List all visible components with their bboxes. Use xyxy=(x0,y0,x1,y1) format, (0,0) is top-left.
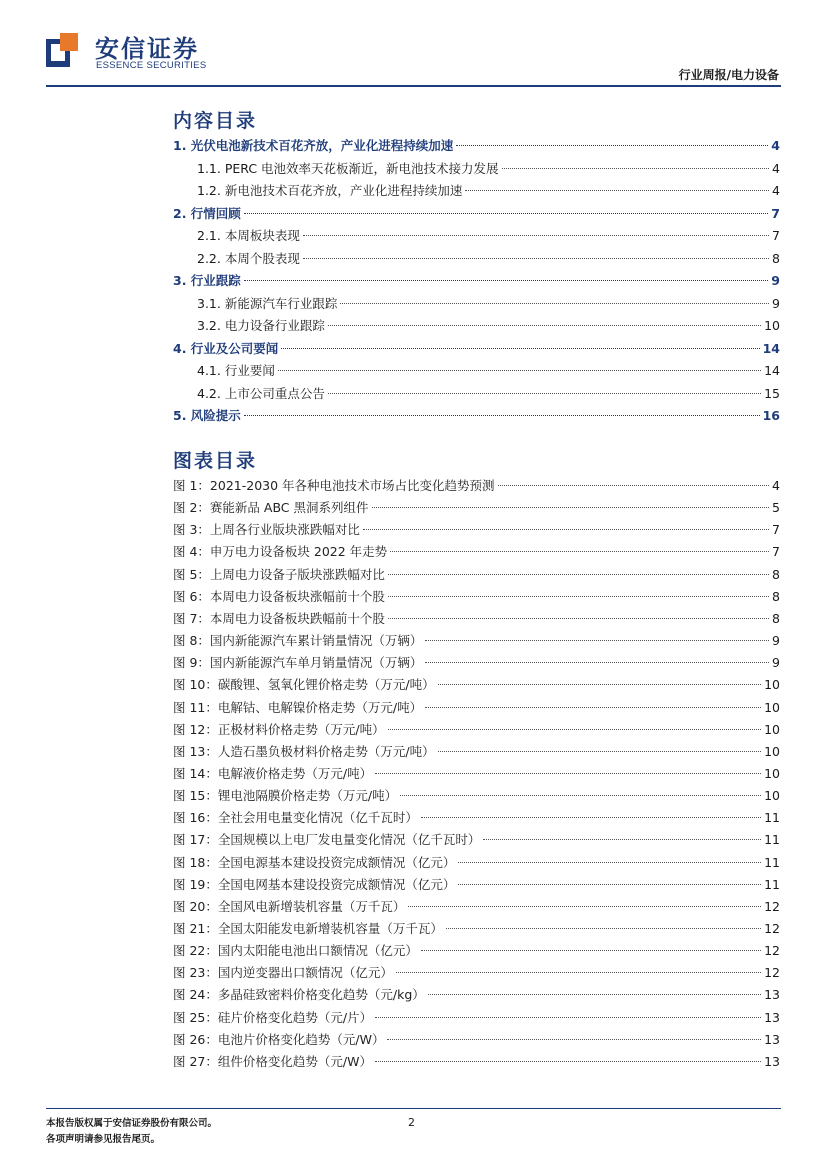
toc-entry[interactable] xyxy=(173,249,780,271)
toc-entry-label: 图 21：全国太阳能发电新增装机容量（万千瓦） xyxy=(173,921,443,936)
report-type-label: 行业周报/电力设备 xyxy=(678,68,779,82)
toc-entry[interactable] xyxy=(173,316,780,338)
toc-entry-page: 11 xyxy=(764,810,780,826)
toc-leader-dots xyxy=(396,972,761,973)
toc-entry-page: 12 xyxy=(764,898,780,914)
toc-entry-page: 14 xyxy=(762,340,780,356)
toc-entry-page: 10 xyxy=(764,318,780,333)
footer-divider xyxy=(46,1108,781,1109)
toc-leader-dots xyxy=(375,1061,761,1062)
figure-toc-entry[interactable] xyxy=(173,542,780,564)
toc-entry-label: 1.1. PERC 电池效率天花板渐近，新电池技术接力发展 xyxy=(197,160,499,176)
toc-entry[interactable] xyxy=(173,294,780,316)
toc-leader-dots xyxy=(388,729,762,730)
figure-toc-entry[interactable] xyxy=(173,875,780,897)
toc-entry-label: 图 17：全国规模以上电厂发电量变化情况（亿千瓦时） xyxy=(173,832,481,848)
toc-entry-page: 8 xyxy=(772,566,780,582)
toc-entry-label: 2. 行情回顾 xyxy=(173,205,241,221)
figure-toc-entry[interactable] xyxy=(173,1030,780,1052)
figure-toc-entry[interactable] xyxy=(173,609,780,631)
toc-entry-page: 12 xyxy=(764,943,780,959)
toc-entry-page: 13 xyxy=(764,1053,780,1069)
toc-entry-page: 11 xyxy=(764,876,780,892)
figure-toc-entry[interactable] xyxy=(173,853,780,875)
toc-entry-label: 图 8：国内新能源汽车累计销量情况（万辆） xyxy=(173,633,423,649)
toc-entry-label: 2.1. 本周板块表现 xyxy=(197,228,300,243)
figure-toc-entry[interactable] xyxy=(173,520,780,542)
figure-toc-entry[interactable] xyxy=(173,675,780,697)
company-logo-icon xyxy=(46,33,78,67)
toc-entry-page: 9 xyxy=(771,273,780,288)
toc-entry-page: 13 xyxy=(764,1009,780,1025)
toc-entry-label: 图 10：碳酸锂、氢氧化锂价格走势（万元/吨） xyxy=(173,677,435,693)
figure-toc-entry[interactable] xyxy=(173,963,780,985)
toc-leader-dots xyxy=(428,994,761,995)
toc-entry-page: 11 xyxy=(764,854,780,870)
toc-entry-label: 图 5：上周电力设备子版块涨跌幅对比 xyxy=(173,566,385,582)
toc-entry-label: 3. 行业跟踪 xyxy=(173,273,241,288)
toc-leader-dots xyxy=(425,662,769,663)
toc-entry-label: 图 23：国内逆变器出口额情况（亿元） xyxy=(173,965,393,981)
toc-leader-dots xyxy=(372,507,770,508)
figure-toc-entry[interactable] xyxy=(173,698,780,720)
toc-entry-label: 图 27：组件价格变化趋势（元/W） xyxy=(173,1053,372,1069)
toc-entry-page: 4 xyxy=(771,138,780,153)
toc-leader-dots xyxy=(303,235,769,236)
toc-entry-label: 图 18：全国电源基本建设投资完成额情况（亿元） xyxy=(173,854,456,870)
toc-entry[interactable] xyxy=(173,181,780,203)
figure-toc-entry[interactable] xyxy=(173,897,780,919)
toc-entry-label: 图 7：本周电力设备板块跌幅前十个股 xyxy=(173,610,385,626)
toc-entry-label: 图 19：全国电网基本建设投资完成额情况（亿元） xyxy=(173,876,456,892)
toc-entry-page: 8 xyxy=(772,610,780,626)
toc-leader-dots xyxy=(425,640,769,641)
toc-leader-dots xyxy=(456,145,768,146)
toc-entry-label: 4. 行业及公司要闻 xyxy=(173,340,279,356)
toc-leader-dots xyxy=(458,884,761,885)
toc-leader-dots xyxy=(375,773,761,774)
toc-leader-dots xyxy=(421,950,761,951)
toc-entry-label: 4.1. 行业要闻 xyxy=(197,363,275,378)
toc-entry-label: 4.2. 上市公司重点公告 xyxy=(197,385,325,401)
toc-leader-dots xyxy=(465,190,769,191)
toc-entry-page: 7 xyxy=(772,228,780,243)
content-toc-title: 内容目录 xyxy=(173,110,258,132)
toc-leader-dots xyxy=(244,280,768,281)
toc-entry-label: 图 2：赛能新品 ABC 黑洞系列组件 xyxy=(173,500,369,516)
toc-entry-page: 9 xyxy=(772,295,780,311)
toc-leader-dots xyxy=(388,618,769,619)
toc-entry-page: 10 xyxy=(764,743,780,759)
figure-toc-entry[interactable] xyxy=(173,476,780,498)
toc-entry[interactable] xyxy=(173,226,780,248)
toc-leader-dots xyxy=(421,817,761,818)
toc-leader-dots xyxy=(340,303,769,304)
toc-entry-page: 8 xyxy=(772,588,780,604)
company-name-cn: 安信证券 xyxy=(95,35,199,63)
toc-entry-page: 14 xyxy=(764,363,780,378)
toc-entry-page: 9 xyxy=(772,655,780,671)
toc-leader-dots xyxy=(388,574,769,575)
toc-entry-page: 10 xyxy=(764,699,780,715)
toc-leader-dots xyxy=(438,684,762,685)
figure-toc-title: 图表目录 xyxy=(173,450,258,472)
toc-leader-dots xyxy=(387,1039,761,1040)
footer-copyright: 本报告版权属于安信证券股份有限公司。 xyxy=(46,1118,218,1129)
toc-entry-page: 9 xyxy=(772,633,780,649)
toc-entry-label: 图 15：锂电池隔膜价格走势（万元/吨） xyxy=(173,788,398,804)
toc-entry-label: 图 12：正极材料价格走势（万元/吨） xyxy=(173,721,385,737)
toc-entry-label: 图 13：人造石墨负极材料价格走势（万元/吨） xyxy=(173,743,435,759)
toc-leader-dots xyxy=(244,415,760,416)
toc-entry-label: 图 25：硅片价格变化趋势（元/片） xyxy=(173,1009,373,1025)
toc-entry-page: 15 xyxy=(764,385,780,401)
figure-toc-entry[interactable] xyxy=(173,830,780,852)
figure-toc-entry[interactable] xyxy=(173,1008,780,1030)
toc-leader-dots xyxy=(498,485,770,486)
toc-entry-page: 4 xyxy=(772,478,780,493)
company-name-en: ESSENCE SECURITIES xyxy=(96,60,207,71)
figure-toc-entry[interactable] xyxy=(173,742,780,764)
figure-toc-entry[interactable] xyxy=(173,764,780,786)
toc-entry-page: 4 xyxy=(772,183,780,198)
figure-toc-entry[interactable] xyxy=(173,941,780,963)
toc-entry-page: 7 xyxy=(772,544,780,560)
toc-entry-page: 16 xyxy=(762,408,780,423)
figure-toc-entry[interactable] xyxy=(173,565,780,587)
toc-entry-page: 10 xyxy=(764,788,780,804)
toc-entry-label: 图 6：本周电力设备板块涨幅前十个股 xyxy=(173,588,385,604)
toc-entry-label: 图 9：国内新能源汽车单月销量情况（万辆） xyxy=(173,655,423,671)
toc-leader-dots xyxy=(408,906,761,907)
toc-entry-label: 5. 风险提示 xyxy=(173,408,241,423)
toc-leader-dots xyxy=(388,596,769,597)
toc-entry-page: 7 xyxy=(771,205,780,221)
toc-entry-page: 10 xyxy=(764,677,780,693)
figure-toc-entry[interactable] xyxy=(173,720,780,742)
toc-entry-label: 图 4：申万电力设备板块 2022 年走势 xyxy=(173,544,388,560)
toc-leader-dots xyxy=(446,928,761,929)
toc-entry-label: 2.2. 本周个股表现 xyxy=(197,250,300,266)
toc-entry-label: 图 24：多晶硅致密料价格变化趋势（元/kg） xyxy=(173,987,425,1003)
footer-disclaimer: 各项声明请参见报告尾页。 xyxy=(46,1134,161,1145)
toc-entry[interactable] xyxy=(173,406,780,428)
toc-entry-page: 13 xyxy=(764,1031,780,1047)
toc-leader-dots xyxy=(400,795,761,796)
toc-entry[interactable] xyxy=(173,204,780,226)
toc-entry-label: 图 11：电解钴、电解镍价格走势（万元/吨） xyxy=(173,699,423,715)
toc-entry-page: 7 xyxy=(772,522,780,538)
toc-entry-page: 10 xyxy=(764,765,780,781)
toc-entry-label: 1.2. 新电池技术百花齐放，产业化进程持续加速 xyxy=(197,183,463,198)
toc-entry[interactable] xyxy=(173,271,780,293)
toc-leader-dots xyxy=(502,168,770,169)
toc-entry-page: 5 xyxy=(772,500,780,516)
toc-leader-dots xyxy=(281,348,759,349)
toc-entry-label: 图 1：2021-2030 年各种电池技术市场占比变化趋势预测 xyxy=(173,478,495,493)
toc-leader-dots xyxy=(244,213,768,214)
toc-entry-label: 图 20：全国风电新增装机容量（万千瓦） xyxy=(173,898,406,914)
figure-toc-entry[interactable] xyxy=(173,808,780,830)
figure-toc-entry[interactable] xyxy=(173,985,780,1007)
figure-toc-entry[interactable] xyxy=(173,786,780,808)
page-header xyxy=(0,0,827,90)
toc-leader-dots xyxy=(328,393,761,394)
toc-entry-page: 11 xyxy=(764,832,780,848)
figure-toc-entry[interactable] xyxy=(173,653,780,675)
toc-leader-dots xyxy=(363,529,769,530)
toc-leader-dots xyxy=(375,1017,761,1018)
toc-entry-label: 3.2. 电力设备行业跟踪 xyxy=(197,318,325,333)
toc-entry-label: 图 3：上周各行业版块涨跌幅对比 xyxy=(173,522,360,538)
toc-leader-dots xyxy=(328,325,761,326)
toc-entry-page: 12 xyxy=(764,921,780,936)
toc-entry-label: 3.1. 新能源汽车行业跟踪 xyxy=(197,295,338,311)
figure-toc-entry[interactable] xyxy=(173,919,780,941)
toc-entry-page: 12 xyxy=(764,965,780,981)
toc-leader-dots xyxy=(425,707,761,708)
toc-entry[interactable] xyxy=(173,136,780,158)
toc-entry-label: 图 14：电解液价格走势（万元/吨） xyxy=(173,765,373,781)
toc-leader-dots xyxy=(458,862,761,863)
toc-leader-dots xyxy=(483,839,761,840)
toc-leader-dots xyxy=(390,551,769,552)
figure-toc-entry[interactable] xyxy=(173,1052,780,1074)
toc-leader-dots xyxy=(278,370,761,371)
toc-entry-page: 10 xyxy=(764,721,780,737)
toc-entry-page: 8 xyxy=(772,250,780,266)
figure-toc-entry[interactable] xyxy=(173,498,780,520)
header-divider xyxy=(46,85,781,87)
figure-toc-entry[interactable] xyxy=(173,631,780,653)
toc-entry[interactable] xyxy=(173,159,780,181)
toc-entry[interactable] xyxy=(173,339,780,361)
toc-entry-label: 图 22：国内太阳能电池出口额情况（亿元） xyxy=(173,943,418,959)
toc-entry-label: 图 16：全社会用电量变化情况（亿千瓦时） xyxy=(173,810,418,826)
toc-entry-label: 图 26：电池片价格变化趋势（元/W） xyxy=(173,1031,385,1047)
page-number: 2 xyxy=(408,1116,415,1129)
toc-entry-page: 4 xyxy=(772,160,780,176)
toc-leader-dots xyxy=(438,751,762,752)
toc-entry-page: 13 xyxy=(764,987,780,1003)
toc-entry-label: 1. 光伏电池新技术百花齐放，产业化进程持续加速 xyxy=(173,138,454,153)
figure-toc-entry[interactable] xyxy=(173,587,780,609)
toc-leader-dots xyxy=(303,258,769,259)
toc-entry[interactable] xyxy=(173,361,780,383)
toc-entry[interactable] xyxy=(173,384,780,406)
